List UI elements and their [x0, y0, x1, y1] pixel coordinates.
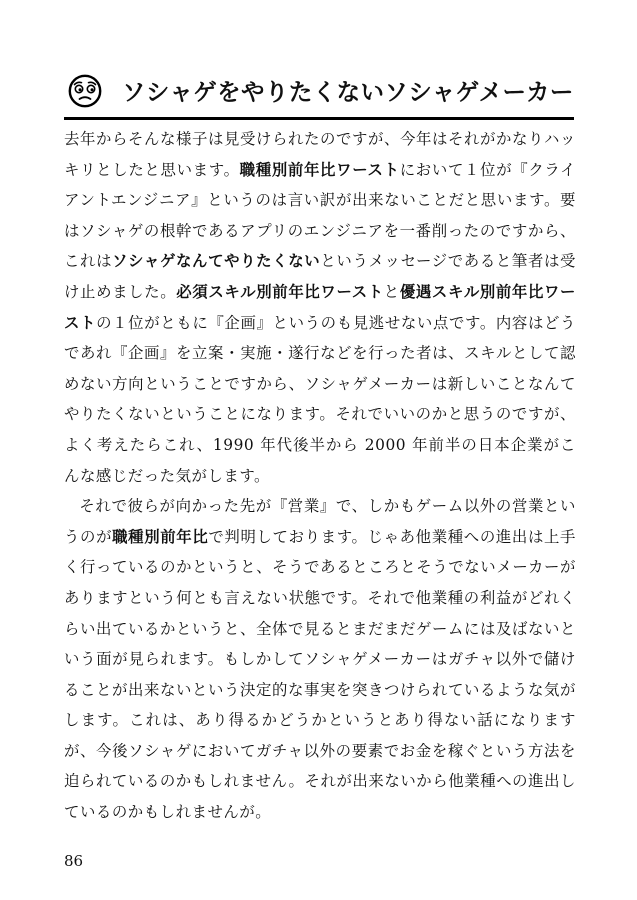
text-run: 去年からそんな様子は見受けられたのですが、今年はそれがかなりハッキリとしたと思います。 — [64, 130, 576, 179]
bold-term: ソシャゲなんてやりたくない — [112, 252, 321, 271]
text-run: において１位が『クライアントエンジニア』というのは言い訳が出来ないことだと思います。要はソシャゲの根幹であるアプリのエンジニアを一番削ったのですから、これは — [64, 160, 576, 271]
paragraph — [64, 124, 576, 491]
chapter-title: ソシャゲをやりたくないソシャゲメーカー — [122, 78, 574, 106]
bold-term: 職種別前年比 — [112, 527, 209, 546]
worried-face-icon — [68, 74, 102, 108]
text-run: の１位がともに『企画』というのも見逃せない点です。内容はどうであれ『企画』を立案・実施・遂行などを行った者は、スキルとして認めない方向ということですから、ソシャゲメーカーは新しいことなんてやりたくないということになります。それでいいのかと思うのですが、よく考えたらこれ、1990 年代後半から 2000 年前半の日本企業がこんな感じだった気がします。 — [64, 313, 576, 485]
body-text — [64, 124, 576, 828]
text-run: それで彼らが向かった先が『営業』で、しかもゲーム以外の営業というのが — [64, 497, 576, 546]
bold-term: 必須スキル別前年比ワースト — [176, 282, 384, 301]
title-underline — [64, 117, 574, 120]
paragraph — [64, 491, 576, 828]
text-run: で判明しております。じゃあ他業種への進出は上手く行っているのかというと、そうであるところとそうでないメーカーがありますという何とも言えない状態です。それで他業種の利益がどれくらい出ているかというと、全体で見るとまだまだゲームには及ばないという面が見られます。もしかしてソシャゲメーカーはガチャ以外で儲けることが出来ないという決定的な事実を突きつけられているような気がします。これは、あり得るかどうかというとあり得ない話になりますが、今後ソシャゲにおいてガチャ以外の要素でお金を稼ぐという方法を迫られているのかもしれません。それが出来ないから他業種への進出しているのかもしれませんが。 — [64, 527, 576, 822]
text-run: というメッセージであると筆者は受け止めました。 — [64, 252, 576, 301]
chapter-header — [64, 68, 574, 118]
text-run: と — [383, 282, 400, 301]
bold-term: 優遇スキル別前年比ワースト — [64, 282, 576, 332]
bold-term: 職種別前年比ワースト — [239, 160, 400, 179]
page-number: 86 — [64, 852, 84, 870]
